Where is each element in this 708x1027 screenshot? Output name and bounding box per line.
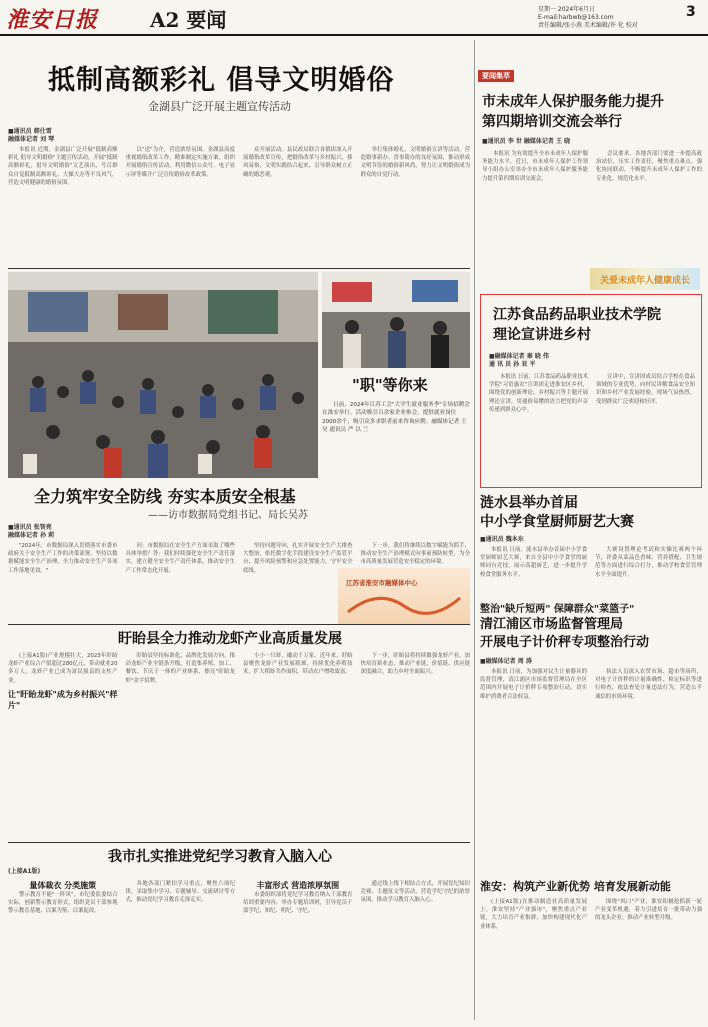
section-tag: 要闻集萃 [478, 70, 514, 82]
newspaper-logo: 淮安日报 [6, 7, 99, 33]
photo-caption [322, 370, 470, 478]
minor-protection-photo [590, 268, 700, 290]
safety-col-3: 坚持问题导向，扎实开展安全生产大排查大整治，依托数字化手段建设安全生产监管平台，提升风险预警和应急处置能力，守牢安全底线。 [243, 543, 353, 574]
photo-caption-text: 日前，2024年江苏工会"大学生就业服务季"专场招聘会在淮安举行。活动吸引百余家企业参会，提供就业岗位2000余个，吸引众多求职者前来咨询应聘。融媒体记者 王 昊 通讯员 严 以 兰 [322, 402, 470, 434]
industry-col-2: 围绕"风口"产业，淮安积极抢抓新一轮产业变革机遇，着力引进培育一批带动力强的龙头企业，推动产业转型升级。 [595, 899, 702, 922]
job-fair-inset-photo [322, 272, 470, 368]
anniversary-banner-text: 江苏省淮安市融媒体中心 [346, 579, 418, 587]
wedding-col-4: 举行集体婚礼、文明婚俗宣讲等活动，营造婚事新办、喜事简办的良好氛围，推动形成文明节俭的婚俗新风尚，努力让文明婚俗成为群众的自觉行动。 [360, 147, 470, 178]
masthead-email: E-mail:harbwb@163.com [538, 14, 614, 21]
crayfish-headline: 盱眙县全力推动龙虾产业高质量发展 [118, 631, 342, 647]
scale-inspection-kicker: 整治"缺斤短两" 保障群众"菜篮子" [480, 604, 635, 615]
wedding-col-3: 众开展活动。县民政局联合各镇街深入开展婚俗改革宣传，把婚俗改革与乡村振兴、移风易俗、文明实践结合起来，引导群众树立正确的婚恋观。 [243, 147, 353, 178]
crayfish-subhead: 让"盱眙龙虾"成为乡村振兴"样片" [8, 688, 118, 710]
minor-protection-headline: 市未成年人保护服务能力提升 第四期培训交流会举行 [482, 94, 664, 130]
canteen-contest-article [480, 492, 702, 598]
canteen-contest-col-2: 大赛设置理论考试和实操比赛两个环节，评委从菜品色香味、营养搭配、卫生规范等方面进行综合打分，推动学校食堂管理水平全面提升。 [595, 547, 702, 578]
discipline-subhead-1: 量体裁衣 分类施策 [29, 880, 97, 890]
section-rule-1 [8, 268, 470, 269]
minor-protection-byline: ■通讯员 李 世 融媒体记者 王 晓 [482, 138, 571, 145]
minor-protection-photo-label: 关爱未成年人健康成长 [600, 276, 691, 286]
wedding-subhead: 金湖县广泛开展主题宣传活动 [148, 100, 291, 113]
food-school-headline: 江苏食品药品职业技术学院 理论宣讲进乡村 [493, 307, 661, 343]
crayfish-col-2: 盱眙县坚持标准化、品牌化发展方向，推动龙虾产业全链条升级，打造集养殖、加工、餐饮、节庆于一体的产业体系，擦亮"盱眙龙虾"金字招牌。 [125, 653, 235, 684]
masthead-info [538, 6, 638, 30]
scale-inspection-col-1: 本报讯 日前，为加强对民生计量器具的监督管理，清江浦区市场监督管理局在全区范围内开展电子计价秤专项整治行动，切实维护消费者合法权益。 [480, 669, 587, 700]
safety-col-2: 问：市数据局在安全生产方面采取了哪些具体举措？答：我们持续强化安全生产责任落实，建立健全安全生产责任体系，推动安全生产工作常态化开展。 [125, 543, 235, 574]
wedding-article [8, 42, 470, 272]
food-school-col-2: 宣讲中，宣讲团成员结合学校在食品领域的专业优势，向村民讲解食品安全知识和乡村产业发展经验，现场气氛热烈，受到群众广泛欢迎和好评。 [596, 374, 695, 405]
industry-headline: 淮安：构筑产业新优势 培育发展新动能 [480, 880, 671, 893]
discipline-article [8, 846, 470, 1022]
crayfish-article [8, 628, 470, 838]
scale-inspection-article [480, 600, 702, 870]
job-fair-inset-image [322, 272, 470, 368]
food-school-col-1: 本报讯 日前，江苏食品药品职业技术学院"习语惠农"宣讲团走进淮安区乡村，围绕党的创新理论、乡村振兴等主题开展理论宣讲，用通俗易懂的语言把党的声音传递到群众心中。 [489, 374, 588, 413]
discipline-col-2: 各地各部门紧扣学习重点，聚焦六项纪律，采取集中学习、专题辅导、交流研讨等方式，推动党纪学习教育走深走实。 [125, 881, 235, 904]
food-school-byline: ■融媒体记者 秦 晓 伟 通 讯 员 孙 亚 平 [489, 353, 549, 368]
crayfish-col-3: 小小一只虾，撬动千万家。近年来，盱眙县聚焦龙虾产业发展瓶颈，持续优化养殖技术，扩大稻虾共作面积，带动农户增收致富。 [243, 653, 353, 676]
scale-inspection-headline: 清江浦区市场监督管理局 开展电子计价秤专项整治行动 [480, 617, 650, 650]
masthead [0, 0, 708, 36]
discipline-headline: 我市扎实推进党纪学习教育入脑入心 [108, 849, 332, 865]
safety-subhead: ——访市数据局党组书记、局长吴苏 [148, 510, 308, 521]
discipline-byline: (上接A1版) [8, 868, 41, 875]
crayfish-col-1: (上接A1版)产业规模壮大，2023年盱眙龙虾产业综合产值超过280亿元，带动就业20多万人，龙虾产业已成为富民强县的支柱产业。 让"盱眙龙虾"成为乡村振兴"样片" [8, 653, 118, 710]
section-rule-2 [8, 624, 470, 625]
wedding-col-1: 本报讯 近期，金湖县广泛开展"抵制高额彩礼 倡导文明婚俗"主题宣传活动，开展"抵制高额彩礼，倡导文明婚俗"文艺演出，号召群众自觉抵制高额彩礼、大操大办等不良风气，营造文明健康的婚俗氛围。 [8, 147, 118, 186]
section-rule-3 [8, 842, 470, 843]
industry-article [480, 878, 702, 1022]
discipline-col-3: 丰富形式 营造浓厚氛围 市委组织部将党纪学习教育纳入干部教育培训重要内容，举办专题培训班，引导党员干部学纪、知纪、明纪、守纪。 [243, 880, 353, 915]
wedding-headline: 抵制高额彩礼 倡导文明婚俗 [48, 65, 395, 96]
photo-caption-title: "职"等你来 [352, 376, 428, 394]
safety-byline: ■通讯员 张智亮 融媒体记者 孙 莉 [8, 524, 55, 539]
minor-protection-col-1: 本报讯 为有效提升全市未成年人保护服务能力水平，近日，市未成年人保护工作领导小组办公室举办全市未成年人保护服务能力提升第四期培训交流会。 [482, 151, 588, 182]
scale-inspection-col-2: 执法人员深入农贸市场、超市等场所，对电子计价秤的计量准确性、检定标识等进行检查，依法查处计量违法行为，营造公平诚信的市场环境。 [595, 669, 702, 700]
industry-col-1: (上接A1版)在推动制造业高质量发展上，淮安坚持"产业强市"，聚焦重点产业链，大力培育产业集群，加快构建现代化产业体系。 [480, 899, 587, 930]
wedding-col-2: 以"送"为介，营造浓厚氛围。金湖县高度重视婚俗改革工作，精准制定实施方案，组织开展婚俗宣传活动，利用微信公众号、电子显示屏等媒介广泛宣传婚俗改革政策。 [125, 147, 235, 178]
food-school-article [480, 294, 702, 488]
crayfish-col-4: 下一步，盱眙县将持续做强龙虾产业，加快培育新业态，推动产业链、价值链、供应链深度融合，助力乡村全面振兴。 [360, 653, 470, 676]
masthead-editors: 责任编辑/张小燕 美术编辑/许 化 校对 [538, 22, 638, 29]
column-divider [474, 40, 475, 1020]
discipline-subhead-2: 丰富形式 营造浓厚氛围 [256, 880, 340, 890]
discipline-col-1: 量体裁衣 分类施策 警示教育不能"一阵风"，市纪委监委结合实际，创新警示教育形式，组织党员干部参观警示教育基地，以案为鉴、以案促改。 [8, 880, 118, 915]
scale-inspection-byline: ■融媒体记者 周 涛 [480, 658, 532, 665]
discipline-col-4: 通过线上线下相结合方式，开展党纪知识竞赛、主题征文等活动，营造学纪守纪的浓厚氛围，推动学习教育入脑入心。 [360, 881, 470, 904]
job-fair-crowd-image [8, 272, 318, 478]
anniversary-banner-art [338, 568, 470, 624]
job-fair-photo [8, 272, 318, 478]
canteen-contest-byline: ■通讯员 魏本东 [480, 536, 524, 543]
safety-col-1: "2024年，市数据局深入贯彻落实市委市政府关于安全生产工作的决策部署，坚持以数据赋能安全生产治理，全力推动安全生产各项工作落地见效。" [8, 543, 118, 574]
page-section-title: A2 要闻 [150, 8, 227, 32]
masthead-date: 星期一 2024年6月日 [538, 6, 595, 13]
minor-protection-col-2: 会议要求，各地各部门要进一步提高政治站位，压实工作责任，聚焦重点难点，强化协同联动，不断提升未成年人保护工作的专业化、规范化水平。 [596, 151, 702, 182]
canteen-contest-col-1: 本报讯 日前，涟水县举办首届中小学食堂厨师厨艺大赛，来自全县中小学食堂的厨师同台竞技，展示高超厨艺，进一步提升学校食堂服务水平。 [480, 547, 587, 578]
canteen-contest-headline: 涟水县举办首届 中小学食堂厨师厨艺大赛 [480, 495, 634, 530]
safety-col-4: 下一步，我们将继续以数字赋能为抓手，推动安全生产治理模式向事前预防转型，为全市高质量发展营造安全稳定的环境。 [360, 543, 470, 566]
wedding-byline: ■通讯员 韩仕雪 融媒体记者 刘 琴 [8, 128, 55, 143]
anniversary-banner [338, 568, 470, 624]
minor-protection-article [478, 40, 702, 292]
page-number: 3 [686, 4, 696, 20]
safety-headline: 全力筑牢安全防线 夯实本质安全根基 [34, 487, 296, 506]
